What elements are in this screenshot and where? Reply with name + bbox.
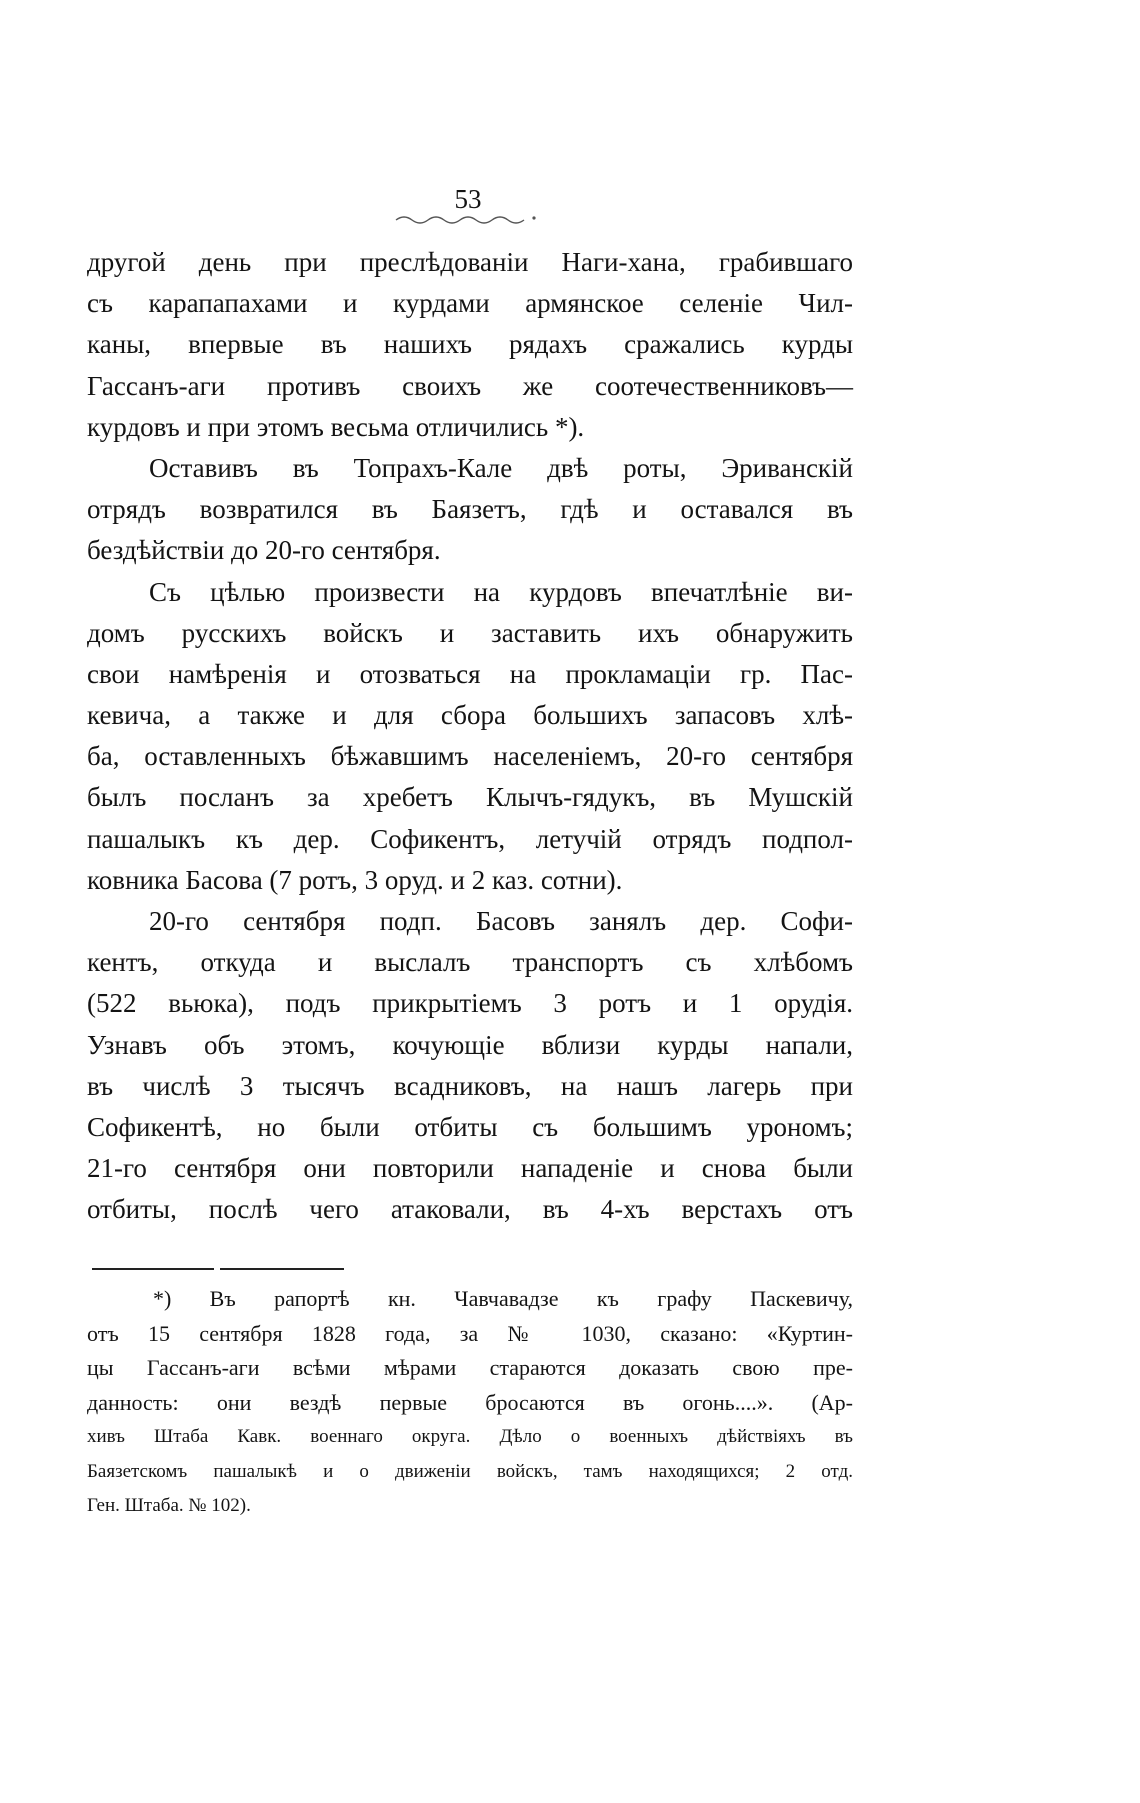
- page-number: 53: [454, 184, 482, 214]
- page-number-ornament-icon: [392, 210, 542, 226]
- text-line: другой день при преслѣдованіи Наги-хана, грабившаго: [87, 247, 853, 277]
- text-line: ковника Басова (7 ротъ, 3 оруд. и 2 каз. сотни).: [87, 864, 623, 895]
- footnote-rule: [92, 1268, 344, 1270]
- text-line: бездѣйствіи до 20-го сентября.: [87, 535, 441, 566]
- footnote: [87, 1282, 853, 1524]
- footnote-line: *) Въ рапортѣ кн. Чавчавадзе къ графу Паскевичу,: [153, 1286, 853, 1311]
- footnote-line: хивъ Штаба Кавк. военнаго округа. Дѣло о военныхъ дѣйствіяхъ въ: [87, 1426, 853, 1447]
- text-line: былъ посланъ за хребетъ Клычъ-гядукъ, въ Мушскій: [87, 782, 853, 813]
- text-line: кентъ, откуда и выслалъ транспортъ съ хлѣбомъ: [87, 947, 853, 978]
- footnote-line: цы Гассанъ-аги всѣми мѣрами стараются доказать свою пре-: [87, 1355, 853, 1380]
- text-line: кевича, а также и для сбора большихъ запасовъ хлѣ-: [87, 700, 853, 731]
- footnote-line: данность: они вездѣ первые бросаются въ огонь....». (Ар-: [87, 1389, 853, 1415]
- text-line: свои намѣренія и отозваться на прокламаціи гр. Пас-: [87, 658, 853, 689]
- footnote-line: Ген. Штаба. № 102).: [87, 1495, 251, 1516]
- text-line: Гассанъ-аги противъ своихъ же соотечественниковъ—: [87, 370, 853, 401]
- text-line: курдовъ и при этомъ весьма отличились *).: [87, 411, 585, 442]
- text-line: 21-го сентября они повторили нападеніе и снова были: [87, 1153, 853, 1184]
- text-line: ба, оставленныхъ бѣжавшимъ населеніемъ, 20-го сентября: [87, 741, 853, 772]
- text-line: Узнавъ объ этомъ, кочующіе вблизи курды напали,: [87, 1029, 853, 1060]
- paragraph-3: [87, 572, 853, 902]
- text-line: въ числѣ 3 тысячъ всадниковъ, на нашъ лагерь при: [87, 1070, 853, 1101]
- text-line: Съ цѣлью произвести на курдовъ впечатлѣніе ви-: [149, 576, 853, 607]
- text-line: отрядъ возвратился въ Баязетъ, гдѣ и оставался въ: [87, 494, 853, 525]
- text-line: 20-го сентября подп. Басовъ занялъ дер. Софи-: [149, 906, 853, 936]
- paragraph-4: [87, 901, 853, 1231]
- text-line: каны, впервые въ нашихъ рядахъ сражались курды: [87, 329, 853, 360]
- text-line: отбиты, послѣ чего атаковали, въ 4-хъ верстахъ отъ: [87, 1194, 853, 1225]
- text-line: (522 вьюка), подъ прикрытіемъ 3 ротъ и 1 орудія.: [87, 988, 853, 1019]
- footnote-line: Баязетскомъ пашалыкѣ и о движеніи войскъ, тамъ находящихся; 2 отд.: [87, 1460, 853, 1482]
- text-line: съ карапапахами и курдами армянское селеніе Чил-: [87, 288, 853, 319]
- footnote-line: отъ 15 сентября 1828 года, за № 1030, сказано: «Куртин-: [87, 1320, 853, 1346]
- text-line: домъ русскихъ войскъ и заставить ихъ обнаружить: [87, 617, 853, 648]
- text-line: Оставивъ въ Топрахъ-Кале двѣ роты, Эриванскій: [149, 452, 853, 483]
- paragraph-1: [87, 242, 853, 448]
- text-line: Софикентѣ, но были отбиты съ большимъ урономъ;: [87, 1111, 853, 1142]
- text-line: пашалыкъ къ дер. Софикентъ, летучій отрядъ подпол-: [87, 823, 853, 854]
- paragraph-2: [87, 448, 853, 572]
- main-text: [87, 242, 853, 1231]
